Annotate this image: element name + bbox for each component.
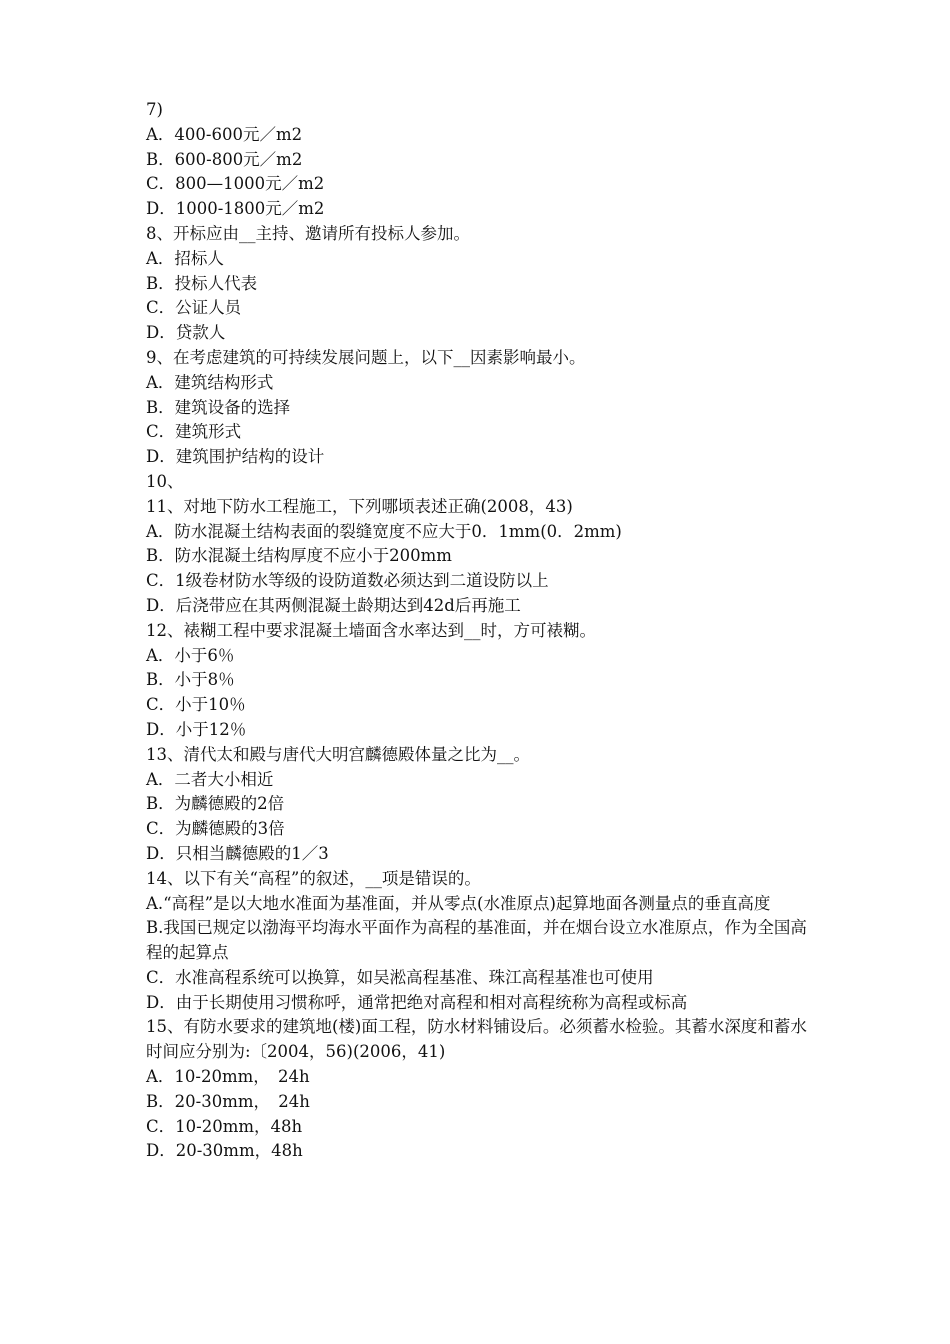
text-line: C．10-20mm，48h [146,1116,303,1136]
question-13: 13、清代太和殿与唐代大明宫麟德殿体量之比为__。 [146,744,530,764]
text-line: B．防水混凝土结构厚度不应小于200mm [146,546,452,566]
text-line: C．水准高程系统可以换算，如吴淞高程基准、珠江高程基准也可使用 [146,967,654,987]
text-line: C．公证人员 [146,298,242,318]
text-line: D．小于12％ [146,719,247,739]
text-line: C．为麟德殿的3倍 [146,819,285,839]
text-line: A．二者大小相近 [146,769,274,789]
question-15: 15、有防水要求的建筑地(楼)面工程，防水材料铺设后。必须蓄水检验。其蓄水深度和蓄水时间应分别为:〔2004，56)(2006，41) [146,1017,807,1062]
question-10: 10、 [146,471,184,491]
text-line: D．建筑围护结构的设计 [146,447,325,467]
text-line: A．建筑结构形式 [146,372,274,392]
text-line: C．800—1000元／m2 [146,174,325,194]
text-line: C．小于10％ [146,695,246,715]
text-line: B.我国已规定以渤海平均海水平面作为高程的基准面，并在烟台设立水准原点，作为全国高程的起算点 [146,918,807,963]
text-line: B．投标人代表 [146,273,258,293]
text-line: A．招标人 [146,248,224,268]
text-line: B．建筑设备的选择 [146,397,291,417]
text-line: B．为麟德殿的2倍 [146,794,285,814]
text-line: D．20-30mm，48h [146,1141,303,1161]
text-line: B．20-30mm， 24h [146,1091,310,1111]
text-line: A．400-600元／m2 [146,124,303,144]
text-line: A.“高程”是以大地水准面为基准面，并从零点(水准原点)起算地面各测量点的垂直高度 [146,893,771,913]
text-line: D．后浇带应在其两侧混凝土龄期达到42d后再施工 [146,595,521,615]
question-14: 14、以下有关“高程”的叙述，__项是错误的。 [146,868,481,888]
text-line: D．1000-1800元／m2 [146,199,325,219]
text-line: A．防水混凝土结构表面的裂缝宽度不应大于0．1mm(0．2mm) [146,521,622,541]
text-line: 7) [146,100,163,119]
question-8: 8、开标应由__主持、邀请所有投标人参加。 [146,223,470,243]
text-line: C．建筑形式 [146,422,242,442]
text-line: C．1级卷材防水等级的设防道数必须达到二道设防以上 [146,571,549,591]
text-line: A．10-20mm， 24h [146,1067,310,1087]
text-line: D．由于长期使用习惯称呼，通常把绝对高程和相对高程统称为高程或标高 [146,992,688,1012]
text-line: B．600-800元／m2 [146,149,303,169]
text-line: B．小于8％ [146,670,235,690]
document-page [146,98,814,1164]
question-12: 12、裱糊工程中要求混凝土墙面含水率达到__时，方可裱糊。 [146,620,596,640]
text-line: A．小于6％ [146,645,235,665]
question-11: 11、对地下防水工程施工，下列哪顷表述正确(2008，43) [146,496,573,516]
text-line: D．贷款人 [146,323,226,343]
text-line: D．只相当麟德殿的1／3 [146,843,329,863]
question-9: 9、在考虑建筑的可持续发展问题上，以下__因素影响最小。 [146,347,586,367]
